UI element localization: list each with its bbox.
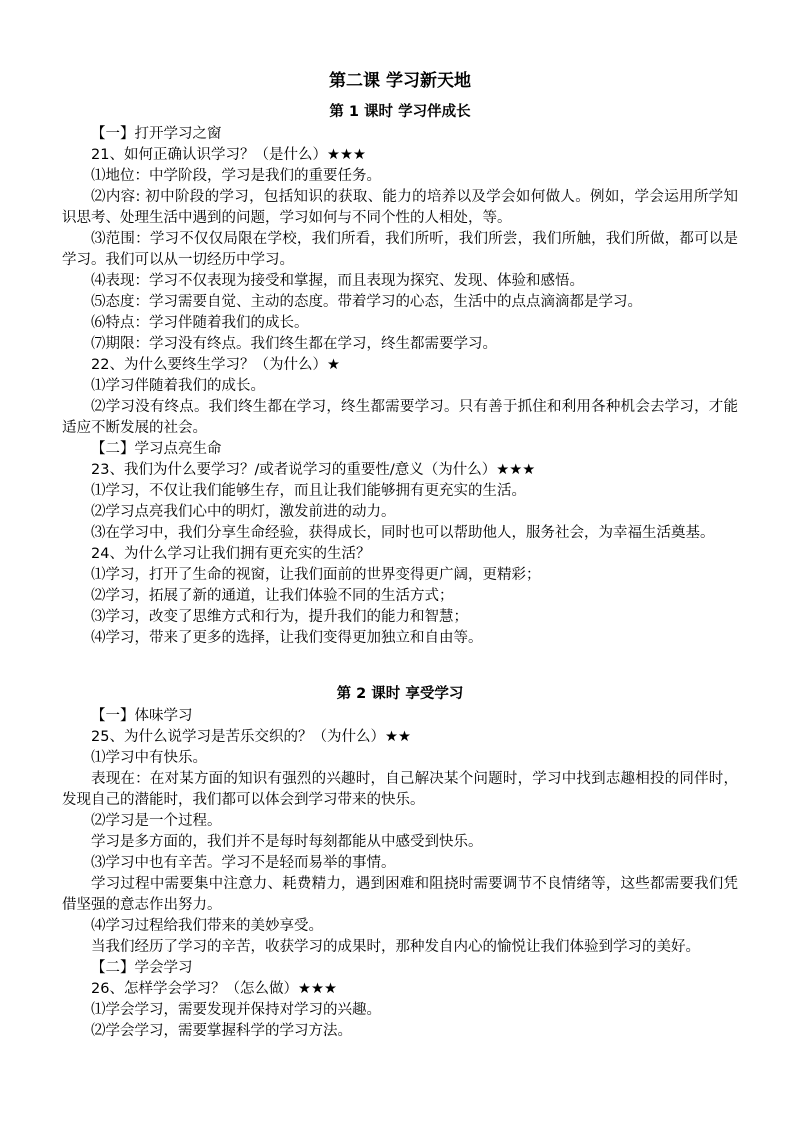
answer-line: ⑴学习，打开了生命的视窗，让我们面前的世界变得更广阔，更精彩；: [91, 567, 541, 583]
answer-line: ⑹特点：学习伴随着我们的成长。: [91, 315, 309, 331]
lesson-1-content: [62, 124, 738, 649]
answer-line: ⑵学习，拓展了新的通道，让我们体验不同的生活方式；: [91, 588, 454, 604]
answer-line: 表现在：在对某方面的知识有强烈的兴趣时，自己解决某个问题时，学习中找到志趣相投的同伴时，发现自己的潜能时，我们都可以体会到学习带来的快乐。: [62, 771, 738, 808]
answer-line: ⑷学习过程给我们带来的美妙享受。: [91, 918, 323, 934]
answer-line: ⑷学习，带来了更多的选择，让我们变得更加独立和自由等。: [91, 630, 483, 646]
answer-line: 学习是多方面的，我们并不是每时每刻都能从中感受到快乐。: [91, 834, 483, 850]
section-heading: 【一】体味学习: [91, 708, 193, 724]
document-title: 第二课 学习新天地: [329, 71, 471, 91]
answer-line: ⑵学习没有终点。我们终生都在学习，终生都需要学习。只有善于抓住和利用各种机会去学习，才能适应不断发展的社会。: [62, 399, 738, 436]
question-line: 21、如何正确认识学习？（是什么）★★★: [91, 147, 366, 163]
answer-line: ⑵学会学习，需要掌握科学的学习方法。: [91, 1023, 352, 1039]
answer-line: ⑵内容: 初中阶段的学习，包括知识的获取、能力的培养以及学会如何做人。例如，学会运用所学知识思考、处理生活中遇到的问题，学习如何与不同个性的人相处，等。: [62, 189, 738, 226]
answer-line: ⑵学习是一个过程。: [91, 813, 222, 829]
answer-line: 学习过程中需要集中注意力、耗费精力，遇到困难和阻挠时需要调节不良情绪等，这些都需要我们凭借坚强的意志作出努力。: [62, 876, 738, 913]
answer-line: ⑶范围：学习不仅仅局限在学校，我们所看，我们所听，我们所尝，我们所触，我们所做，都可以是学习。我们可以从一切经历中学习。: [62, 231, 738, 268]
question-line: 23、我们为什么要学习？/或者说学习的重要性/意义（为什么）★★★: [91, 462, 536, 478]
answer-line: ⑷表现：学习不仅表现为接受和掌握，而且表现为探究、发现、体验和感悟。: [91, 273, 584, 289]
answer-line: ⑶在学习中，我们分享生命经验，获得成长，同时也可以帮助他人，服务社会，为幸福生活奠基。: [91, 525, 715, 541]
question-line: 24、为什么学习让我们拥有更充实的生活？: [91, 546, 371, 562]
section-heading: 【一】打开学习之窗: [91, 126, 222, 142]
answer-line: ⑶学习，改变了思维方式和行为，提升我们的能力和智慧；: [91, 609, 468, 625]
answer-line: ⑵学习点亮我们心中的明灯，激发前进的动力。: [91, 504, 396, 520]
question-line: 26、怎样学会学习？（怎么做）★★★: [91, 981, 337, 997]
section-heading: 【二】学习点亮生命: [91, 441, 222, 457]
answer-line: ⑴学会学习，需要发现并保持对学习的兴趣。: [91, 1002, 381, 1018]
section-heading: 【二】学会学习: [91, 960, 193, 976]
lesson-1-subtitle: 第 1 课时 学习伴成长: [329, 104, 471, 120]
answer-line: ⑴学习，不仅让我们能够生存，而且让我们能够拥有更充实的生活。: [91, 483, 526, 499]
answer-line: ⑶学习中也有辛苦。学习不是轻而易举的事情。: [91, 855, 396, 871]
answer-line: ⑴学习伴随着我们的成长。: [91, 378, 265, 394]
question-line: 25、为什么说学习是苦乐交织的？（为什么）★★: [91, 729, 411, 745]
answer-line: ⑸态度：学习需要自觉、主动的态度。带着学习的心态，生活中的点点滴滴都是学习。: [91, 294, 642, 310]
answer-line: ⑺期限：学习没有终点。我们终生都在学习，终生都需要学习。: [91, 336, 497, 352]
lesson-2-subtitle: 第 2 课时 享受学习: [336, 686, 464, 702]
lesson-2-content: [62, 706, 738, 1042]
question-line: 22、为什么要终生学习？（为什么）★: [91, 357, 340, 373]
answer-line: ⑴学习中有快乐。: [91, 750, 207, 766]
answer-line: ⑴地位：中学阶段，学习是我们的重要任务。: [91, 168, 381, 184]
answer-line: 当我们经历了学习的辛苦，收获学习的成果时，那种发自内心的愉悦让我们体验到学习的美好。: [91, 939, 700, 955]
